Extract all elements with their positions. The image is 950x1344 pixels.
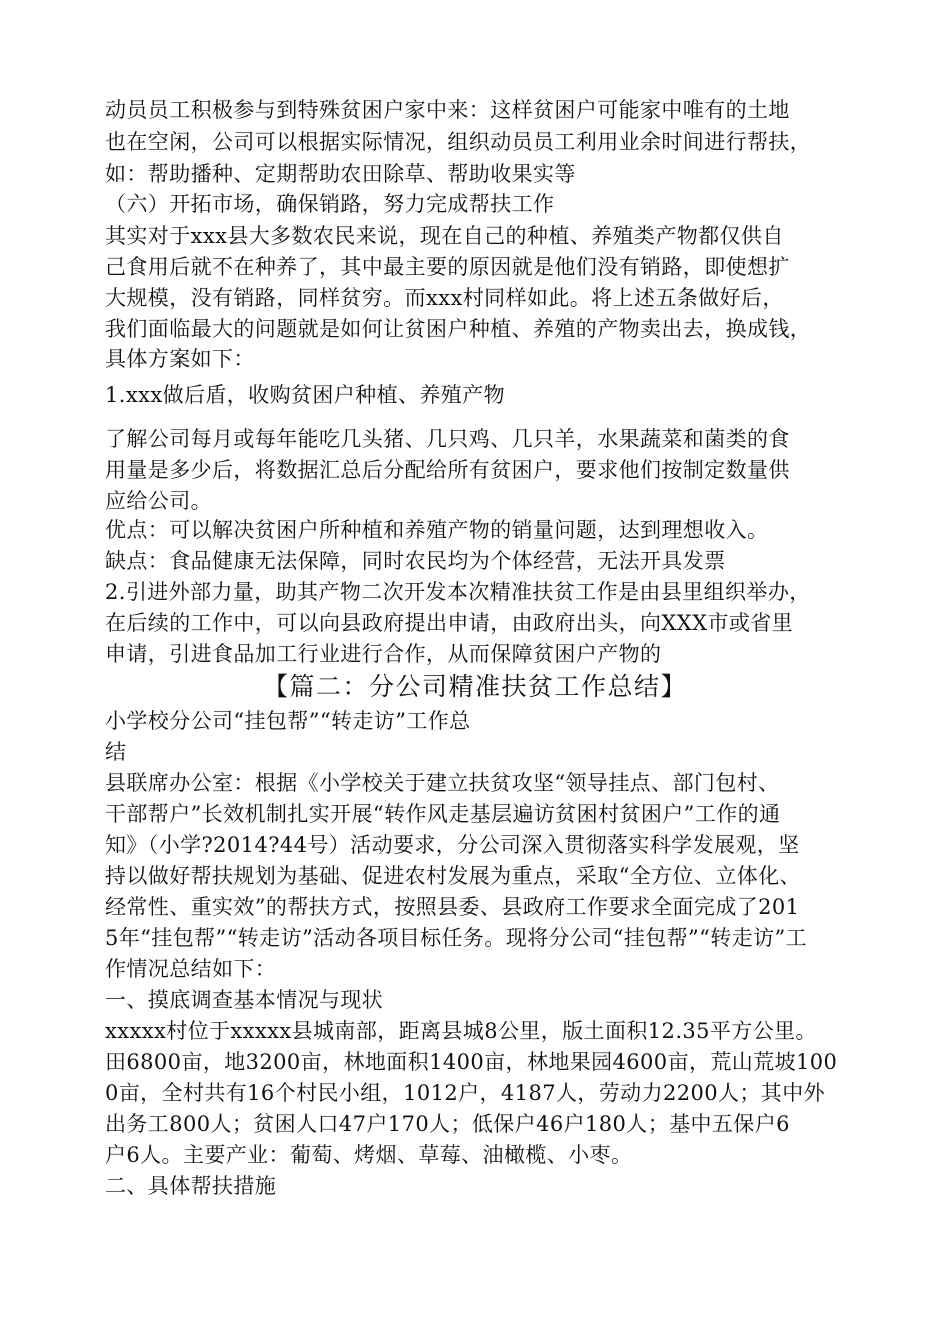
paragraph-line: 大规模，没有销路，同样贫穷。而xxx村同样如此。将上述五条做好后， bbox=[105, 286, 784, 310]
paragraph-line: 如：帮助播种、定期帮助农田除草、帮助收果实等 bbox=[105, 162, 576, 186]
list-item-heading: 2.引进外部力量，助其产物二次开发本次精准扶贫工作是由县里组织举办， bbox=[105, 580, 811, 604]
paragraph-line: 0亩，全村共有16个村民小组，1012户，4187人，劳动力2200人；其中外 bbox=[105, 1081, 826, 1105]
paragraph-line: 结 bbox=[105, 740, 127, 764]
paragraph-line: 了解公司每月或每年能吃几头猪、几只鸡、几只羊，水果蔬菜和菌类的食 bbox=[105, 427, 790, 451]
paragraph-line: 在后续的工作中，可以向县政府提出申请，由政府出头，向XXX市或省里 bbox=[105, 611, 794, 635]
paragraph-line: 优点：可以解决贫困户所种植和养殖产物的销量问题，达到理想收入。 bbox=[105, 518, 769, 542]
paragraph-line: 知》（小学?2014?44号）活动要求，分公司深入贯彻落实科学发展观，坚 bbox=[105, 833, 800, 857]
paragraph-line: 小学校分公司“挂包帮”“转走访”工作总 bbox=[105, 709, 471, 733]
paragraph-line: 具体方案如下： bbox=[105, 347, 255, 371]
paragraph-line: 持以做好帮扶规划为基础、促进农村发展为重点，采取“全方位、立体化、 bbox=[105, 864, 801, 888]
paragraph-line: 出务工800人；贫困人口47户170人；低保户46户180人；基中五保户6 bbox=[105, 1112, 790, 1136]
paragraph-line: 田6800亩，地3200亩，林地面积1400亩，林地果园4600亩，荒山荒坡100 bbox=[105, 1050, 838, 1074]
chapter-title: 【篇二：分公司精准扶贫工作总结】 bbox=[262, 672, 687, 701]
paragraph-line: 动员员工积极参与到特殊贫困户家中来：这样贫困户可能家中唯有的土地 bbox=[105, 98, 790, 122]
paragraph-line: 5年“挂包帮”“转走访”活动各项目标任务。现将分公司“挂包帮”“转走访”工 bbox=[105, 926, 808, 950]
paragraph-line: 干部帮户”长效机制扎实开展“转作风走基层遍访贫困村贫困户”工作的通 bbox=[105, 802, 781, 826]
paragraph-line: 经常性、重实效”的帮扶方式，按照县委、县政府工作要求全面完成了201 bbox=[105, 895, 800, 919]
paragraph-line: 应给公司。 bbox=[105, 489, 212, 513]
paragraph-line: 户6人。主要产业：葡萄、烤烟、草莓、油橄榄、小枣。 bbox=[105, 1143, 633, 1167]
paragraph-line: 用量是多少后，将数据汇总后分配给所有贫困户，要求他们按制定数量供 bbox=[105, 458, 790, 482]
section-heading: 一、摸底调查基本情况与现状 bbox=[105, 988, 384, 1012]
paragraph-line: 作情况总结如下： bbox=[105, 957, 277, 981]
paragraph-line: 也在空闲，公司可以根据实际情况，组织动员员工利用业余时间进行帮扶， bbox=[105, 130, 812, 154]
list-item-heading: 1.xxx做后盾，收购贫困户种植、养殖产物 bbox=[105, 383, 505, 407]
section-heading: （六）开拓市场，确保销路，努力完成帮扶工作 bbox=[105, 192, 555, 216]
paragraph-line: 其实对于xxx县大多数农民来说，现在自己的种植、养殖类产物都仅供自 bbox=[105, 224, 784, 248]
paragraph-line: xxxxx村位于xxxxx县城南部，距离县城8公里，版土面积12.35平方公里。 bbox=[105, 1019, 817, 1043]
paragraph-line: 己食用后就不在种养了，其中最主要的原因就是他们没有销路，即使想扩 bbox=[105, 255, 790, 279]
paragraph-line: 我们面临最大的问题就是如何让贫困户种植、养殖的产物卖出去，换成钱， bbox=[105, 317, 812, 341]
paragraph-line: 缺点：食品健康无法保障，同时农民均为个体经营，无法开具发票 bbox=[105, 549, 726, 573]
paragraph-line: 县联席办公室：根据《小学校关于建立扶贫攻坚“领导挂点、部门包村、 bbox=[105, 771, 780, 795]
section-heading: 二、具体帮扶措施 bbox=[105, 1174, 277, 1198]
paragraph-line: 申请，引进食品加工行业进行合作，从而保障贫困户产物的 bbox=[105, 642, 662, 666]
